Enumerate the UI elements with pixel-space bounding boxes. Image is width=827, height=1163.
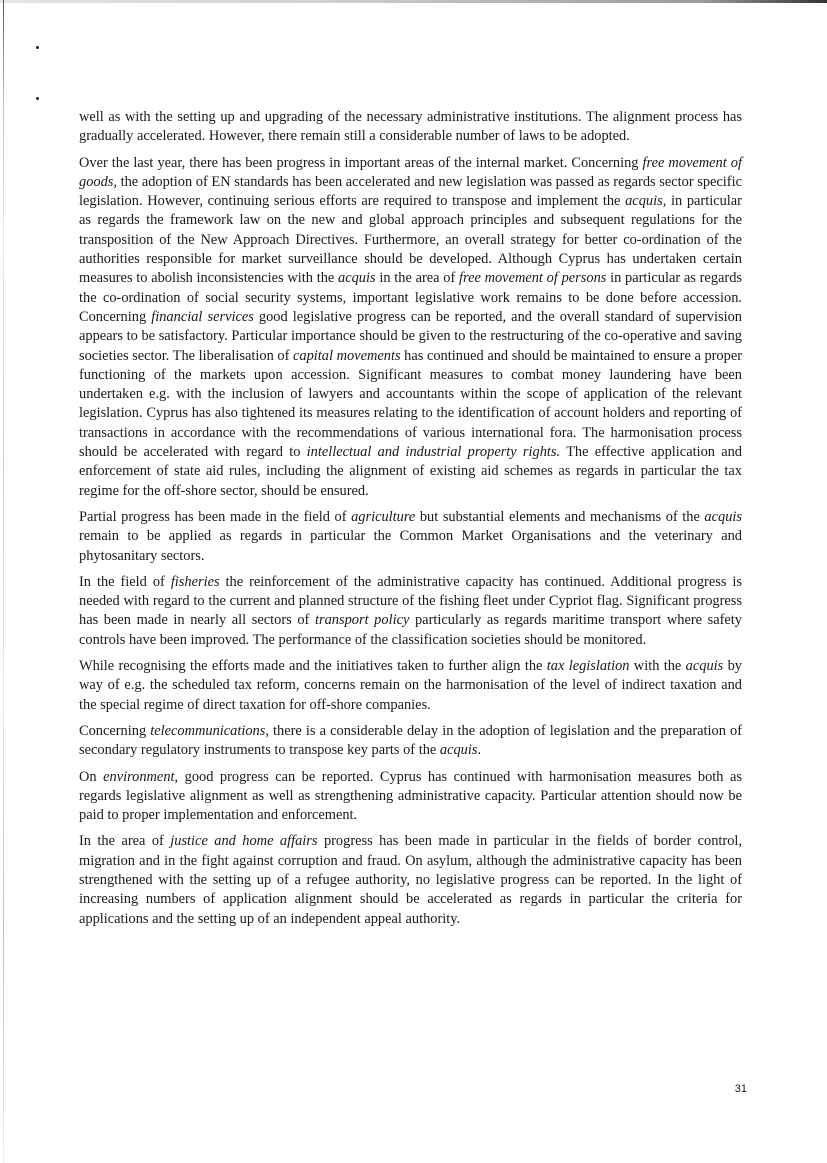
italic-term: telecommunications — [150, 722, 266, 739]
punch-hole-mark — [36, 46, 39, 49]
italic-term: intellectual and industrial property rights. — [306, 444, 561, 461]
paragraph-text: , the adoption of EN standards has been accelerated and new legislation was passed as regards sector specific legislation. However, continuing serious efforts are required to transpose and implement the — [79, 173, 742, 210]
paragraph-text: , good progress can be reported. Cyprus has continued with harmonisation measures both as regards legislative alignment as well as strengthening administrative capacity. Particular attention should now be paid to proper implementation and enforcement. — [79, 768, 742, 824]
paragraph-text: The effective application and enforcement of state aid rules, including the alignment of existing aid schemes as regards in particular the tax regime for the off-shore sector, should be ensured. — [79, 444, 742, 499]
body-paragraph — [79, 722, 742, 761]
italic-term: financial services — [151, 308, 254, 325]
body-paragraph — [79, 573, 742, 650]
italic-term: transport policy — [314, 612, 410, 629]
body-paragraph — [79, 154, 742, 501]
italic-term: fisheries — [170, 573, 220, 590]
italic-term: capital movements — [293, 347, 401, 364]
paragraph-text: with the — [629, 658, 686, 675]
paragraph-text: progress has been made in particular in the fields of border control, migration and in the fight against corruption and fraud. On asylum, although the administrative capacity has been strengthened with the setting up of a refugee authority, no legislative progress can be reported. In the light of increasing numbers of application alignment should be accelerated as regards in particular the criteria for applications and the setting up of an independent appeal authority. — [79, 833, 743, 927]
italic-term: acquis — [338, 270, 376, 287]
paragraph-text: Partial progress has been made in the field of — [79, 508, 352, 525]
page-number: 31 — [734, 1083, 747, 1095]
body-paragraph — [79, 657, 742, 715]
paragraph-text: remain to be applied as regards in particular the Common Market Organisations and the veterinary and phytosanitary sectors. — [79, 528, 742, 564]
italic-term: agriculture — [351, 508, 416, 525]
paragraph-text: In the area of — [79, 833, 171, 850]
paragraph-text: has continued and should be maintained to ensure a proper functioning of the markets upon accession. Significant measures to combat money laundering have been undertaken e.g. with the inclusion of lawyers and accountants within the scope of application of the relevant legislation. Cyprus has also tightened its measures relating to the identification of account holders and reporting of transactions in accordance with the recommendations of various international fora. The harmonisation process should be accelerated with regard to — [79, 347, 743, 461]
paragraph-text: in the area of — [375, 270, 460, 287]
body-paragraph — [79, 768, 742, 826]
paragraph-text: well as with the setting up and upgrading of the necessary administrative institutions. The alignment process has gradually accelerated. However, there remain still a considerable number of laws to be adopted. — [79, 109, 742, 145]
scan-top-edge — [0, 0, 827, 3]
paragraph-text: . — [477, 742, 482, 759]
italic-term: tax legislation — [546, 658, 630, 675]
body-paragraph — [79, 508, 742, 566]
italic-term: acquis — [704, 508, 742, 525]
paragraph-text: In the field of — [79, 573, 171, 590]
paragraph-text: particularly as regards maritime transport where safety controls have been improved. The performance of the classification societies should be monitored. — [79, 612, 743, 648]
paragraph-text: While recognising the efforts made and the initiatives taken to further align the — [79, 658, 547, 675]
italic-term: justice and home affairs — [170, 833, 318, 850]
italic-term: acquis — [439, 742, 478, 759]
paragraph-text: On — [79, 768, 104, 785]
italic-term: free movement of persons — [459, 270, 607, 287]
paragraph-text: in particular as regards the co-ordination of social security systems, important legislative work remains to be done before accession. Concerning — [79, 270, 742, 325]
paragraph-text: the reinforcement of the administrative capacity has continued. Additional progress is needed with regard to the current and planned structure of the fishing fleet under Cypriot flag. Significant progress has been made in nearly all sectors of — [79, 573, 742, 629]
body-paragraph — [79, 832, 742, 928]
italic-term: free movement of goods — [79, 154, 742, 190]
punch-hole-mark — [36, 97, 39, 100]
paragraph-text: , there is a considerable delay in the adoption of legislation and the preparation of secondary regulatory instruments to transpose key parts of the — [79, 722, 742, 759]
paragraph-text: , in particular as regards the framework law on the new and global approach principles and subsequent regulations for the transposition of the New Approach Directives. Furthermore, an overall strategy for better co-ordination of the authorities responsible for market surveillance should be developed. Although Cyprus has undertaken certain measures to abolish inconsistencies with the — [79, 193, 742, 287]
paragraph-text: but substantial elements and mechanisms of the — [415, 508, 705, 525]
italic-term: environment — [103, 768, 175, 785]
body-paragraph — [79, 108, 742, 147]
document-body — [79, 108, 742, 936]
paragraph-text: good legislative progress can be reported, and the overall standard of supervision appears to be satisfactory. Particular importance should be given to the restructuring of the co-operative and saving societies sector. The liberalisation of — [79, 308, 742, 364]
paragraph-text: by way of e.g. the scheduled tax reform, concerns remain on the harmonisation of the level of indirect taxation and the special regime of direct taxation for off-shore companies. — [79, 658, 742, 713]
italic-term: acquis — [685, 658, 724, 675]
paragraph-text: Over the last year, there has been progress in important areas of the internal market. Concerning — [79, 154, 643, 171]
paragraph-text: Concerning — [79, 722, 151, 739]
italic-term: acquis — [625, 193, 663, 210]
scan-left-edge — [3, 0, 4, 1163]
